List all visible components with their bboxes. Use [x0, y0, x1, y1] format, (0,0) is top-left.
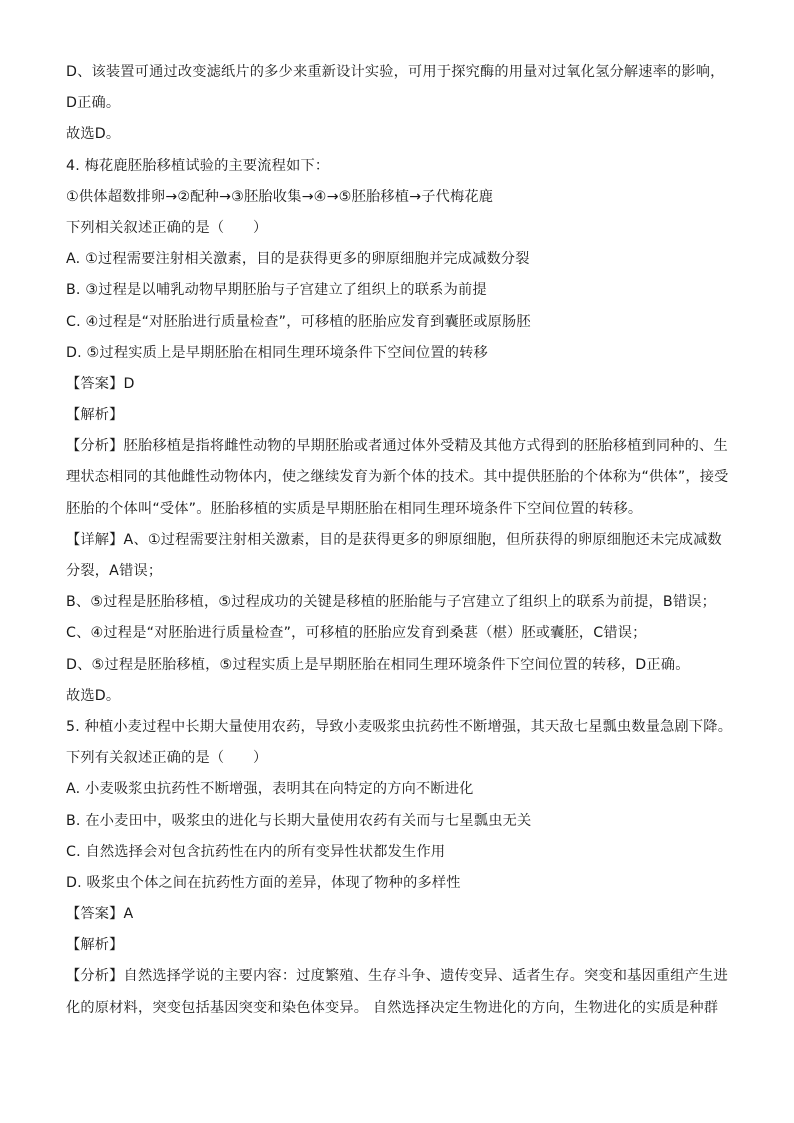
option-d-conclusion-line: D正确。 — [66, 95, 121, 112]
question-4-analysis-line-3: 胚胎的个体叫“受体”。胚胎移植的实质是早期胚胎在相同生理环境条件下空间位置的转移。 — [66, 500, 643, 517]
question-5-stem: 5. 种植小麦过程中长期大量使用农药，导致小麦吸浆虫抗药性不断增强，其天敌七星瓢虫数量急剧下降。 — [66, 718, 733, 735]
question-4-stem: 4. 梅花鹿胚胎移植试验的主要流程如下： — [66, 157, 330, 174]
question-4-process-flow: ①供体超数排卵→②配种→③胚胎收集→④→⑤胚胎移植→子代梅花鹿 — [66, 188, 494, 205]
question-5-option-c: C. 自然选择会对包含抗药性在内的所有变异性状都发生作用 — [66, 843, 446, 860]
question-5-option-a: A. 小麦吸浆虫抗药性不断增强，表明其在向特定的方向不断进化 — [66, 781, 474, 798]
question-5-prompt: 下列有关叙述正确的是（ ） — [66, 750, 268, 767]
question-4-option-c: C. ④过程是“对胚胎进行质量检查”，可移植的胚胎应发育到囊胚或原肠胚 — [66, 313, 531, 330]
question-5-analysis-heading: 【解析】 — [66, 937, 124, 954]
document-page — [66, 62, 736, 1029]
question-4-prompt: 下列相关叙述正确的是（ ） — [66, 219, 268, 236]
question-5-option-b: B. 在小麦田中，吸浆虫的进化与长期大量使用农药有关而与七星瓢虫无关 — [66, 812, 532, 829]
question-4-option-b: B. ③过程是以哺乳动物早期胚胎与子宫建立了组织上的联系为前提 — [66, 282, 487, 299]
question-5-analysis-line-2: 化的原材料，突变包括基因突变和染色体变异。 自然选择决定生物进化的方向，生物进化的实质是种群 — [66, 999, 719, 1016]
question-4-detail-line-2: 分裂，A错误； — [66, 563, 163, 579]
question-4-choice: 故选D。 — [66, 687, 121, 704]
question-4-option-d: D. ⑤过程实质上是早期胚胎在相同生理环境条件下空间位置的转移 — [66, 344, 488, 361]
question-5-option-d: D. 吸浆虫个体之间在抗药性方面的差异，体现了物种的多样性 — [66, 874, 461, 891]
question-4-answer: 【答案】D — [66, 375, 135, 392]
question-4-analysis-line-1: 【分析】胚胎移植是指将雌性动物的早期胚胎或者通过体外受精及其他方式得到的胚胎移植到同种的、生 — [66, 438, 728, 455]
question-4-detail-line-4: C、④过程是“对胚胎进行质量检查”，可移植的胚胎应发育到桑葚（椹）胚或囊胚，C错误； — [66, 625, 647, 642]
question-4-detail-line-3: B、⑤过程是胚胎移植，⑤过程成功的关键是移植的胚胎能与子宫建立了组织上的联系为前提，B错误； — [66, 594, 716, 611]
answer-choice-line: 故选D。 — [66, 126, 121, 143]
question-4-detail-line-5: D、⑤过程是胚胎移植，⑤过程实质上是早期胚胎在相同生理环境条件下空间位置的转移，D正确。 — [66, 656, 690, 673]
question-5-answer: 【答案】A — [66, 906, 134, 923]
question-4-detail-line-1: 【详解】A、①过程需要注射相关激素，目的是获得更多的卵原细胞，但所获得的卵原细胞还未完成减数 — [66, 531, 722, 548]
option-d-explanation-line: D、该装置可通过改变滤纸片的多少来重新设计实验，可用于探究酶的用量对过氧化氢分解速率的影响， — [66, 64, 725, 80]
question-4-analysis-heading: 【解析】 — [66, 407, 124, 424]
question-4-option-a: A. ①过程需要注射相关激素，目的是获得更多的卵原细胞并完成减数分裂 — [66, 251, 530, 268]
question-4-analysis-line-2: 理状态相同的其他雌性动物体内，使之继续发育为新个体的技术。其中提供胚胎的个体称为“供体”，接受 — [66, 469, 729, 486]
question-5-analysis-line-1: 【分析】自然选择学说的主要内容：过度繁殖、生存斗争、遗传变异、适者生存。突变和基因重组产生进 — [66, 968, 728, 985]
